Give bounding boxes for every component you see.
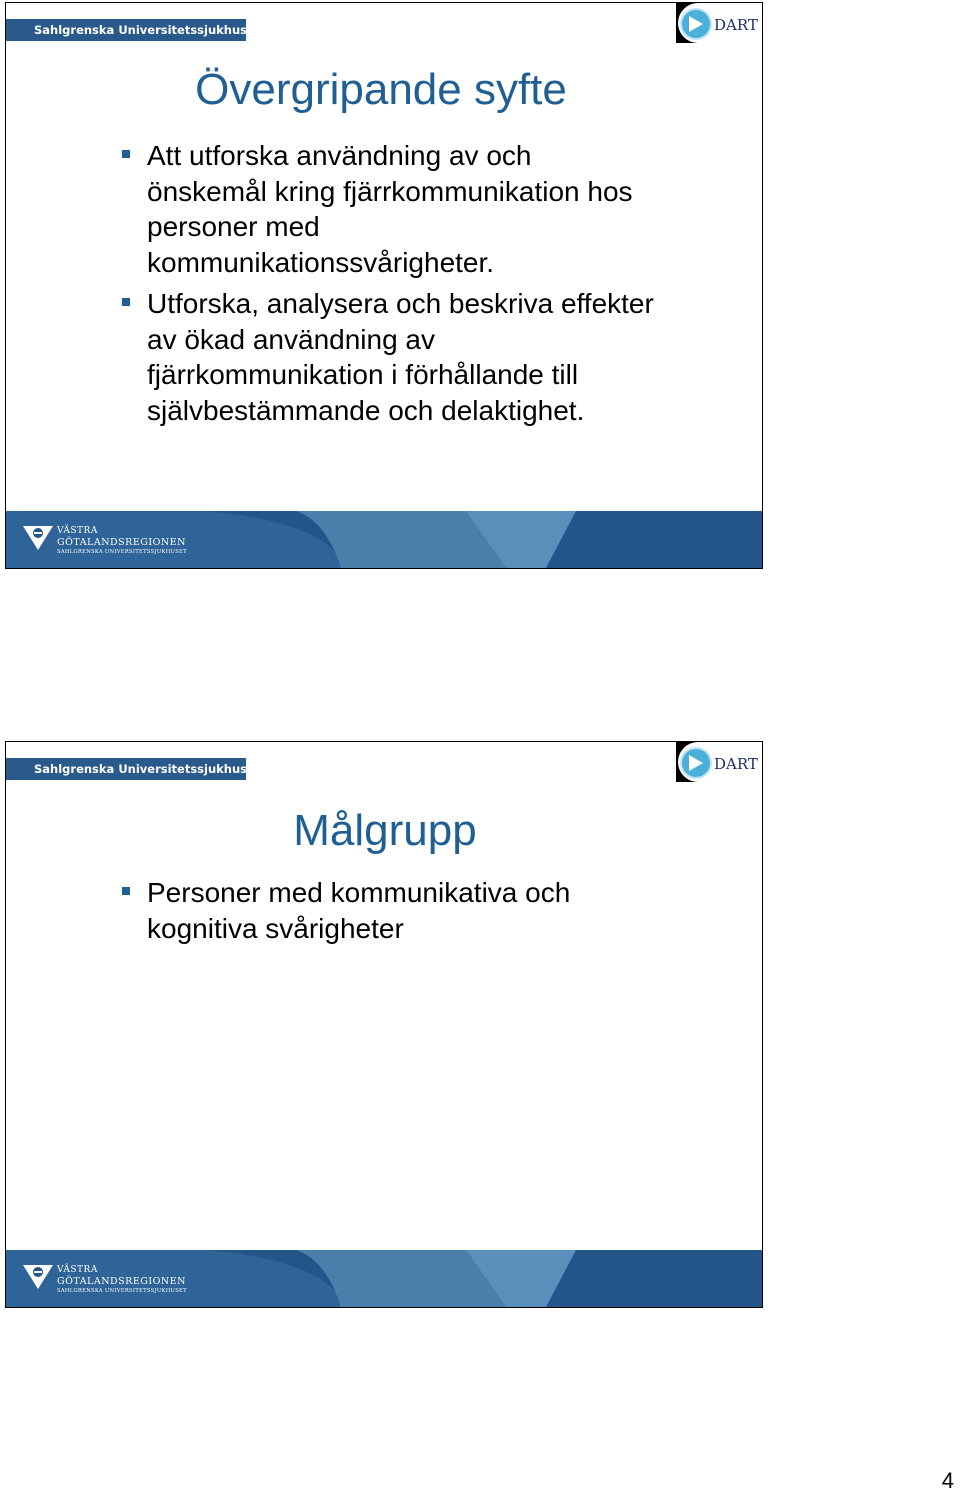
region-name-line3: SAHLGRENSKA UNIVERSITETSSJUKHUSET xyxy=(57,1288,187,1294)
vgr-logo xyxy=(23,1263,203,1297)
bullet-text: Att utforska användning av och önskemål kring fjärrkommunikation hos personer med kommunikationssvårigheter. xyxy=(147,140,633,278)
slide-title: Övergripande syfte xyxy=(195,65,567,114)
bullet-square-icon xyxy=(122,298,130,306)
slide-1 xyxy=(5,2,763,569)
vgr-logo xyxy=(23,524,203,558)
list-item xyxy=(119,875,659,946)
bullet-list xyxy=(119,138,659,434)
list-item xyxy=(119,138,659,280)
region-name-line3: SAHLGRENSKA UNIVERSITETSSJUKHUSET xyxy=(57,549,187,555)
bullet-square-icon xyxy=(122,150,130,158)
dart-logo xyxy=(676,742,762,784)
region-name-line1: VÄSTRA xyxy=(57,526,98,536)
region-name-line2: GÖTALANDSREGIONEN xyxy=(57,1276,186,1287)
footer-band xyxy=(6,1250,763,1307)
institution-header: Sahlgrenska Universitetssjukhuset xyxy=(6,19,246,41)
region-name-line2: GÖTALANDSREGIONEN xyxy=(57,537,186,548)
region-name-line1: VÄSTRA xyxy=(57,1265,98,1275)
footer-band xyxy=(6,511,763,568)
bullet-text: Personer med kommunikativa och kognitiva svårigheter xyxy=(147,877,571,944)
list-item xyxy=(119,286,659,428)
page-number: 4 xyxy=(941,1468,954,1493)
dart-logo xyxy=(676,3,762,45)
bullet-list xyxy=(119,875,659,952)
slide-title: Målgrupp xyxy=(293,806,477,855)
dart-logo-text: DART xyxy=(714,16,758,34)
vgr-emblem-icon xyxy=(23,1263,53,1293)
slide-2 xyxy=(5,741,763,1308)
institution-header: Sahlgrenska Universitetssjukhuset xyxy=(6,758,246,780)
dart-logo-text: DART xyxy=(714,755,758,773)
bullet-text: Utforska, analysera och beskriva effekter av ökad användning av fjärrkommunikation i förhållande till självbestämmande och delaktighet. xyxy=(147,288,654,426)
bullet-square-icon xyxy=(122,887,130,895)
vgr-emblem-icon xyxy=(23,524,53,554)
